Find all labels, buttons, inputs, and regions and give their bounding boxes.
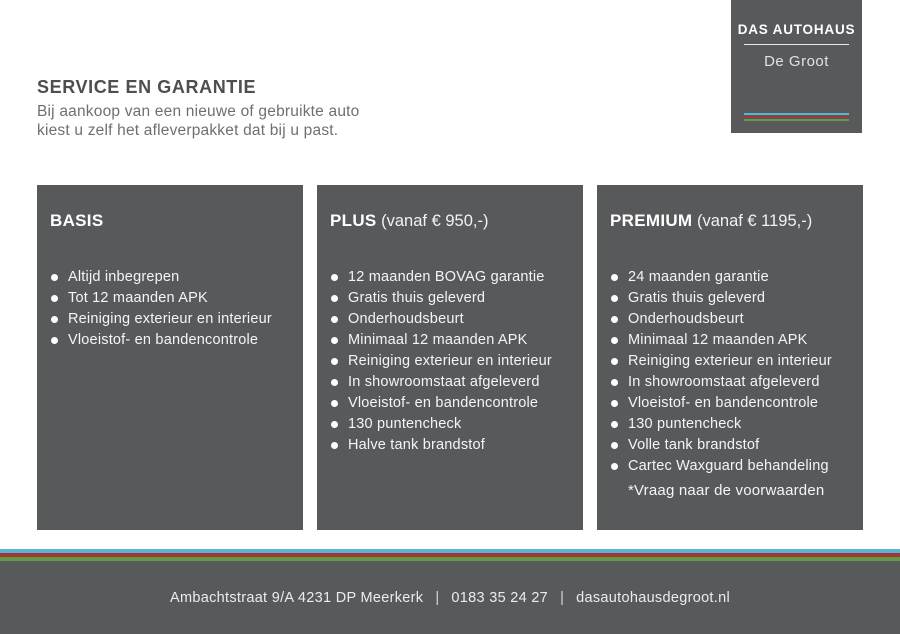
package-price: (vanaf € 1195,-)	[692, 212, 813, 230]
package-feature: Tot 12 maanden APK	[50, 288, 289, 309]
package-feature: 24 maanden garantie	[610, 267, 849, 288]
package-name: BASIS	[50, 211, 104, 230]
package-feature: 12 maanden BOVAG garantie	[330, 267, 569, 288]
package-feature-list	[50, 267, 289, 351]
package-feature-list	[330, 267, 569, 456]
page-subtitle-line: kiest u zelf het afleverpakket dat bij u past.	[37, 121, 339, 139]
header	[37, 77, 359, 140]
package-feature: Minimaal 12 maanden APK	[330, 330, 569, 351]
page-subtitle-line: Bij aankoop van een nieuwe of gebruikte auto	[37, 103, 360, 120]
package-feature: In showroomstaat afgeleverd	[610, 372, 849, 393]
page-subtitle	[37, 103, 359, 140]
package-title	[330, 210, 569, 232]
logo-stripe-green	[744, 119, 849, 121]
logo-dealer-name: De Groot	[764, 53, 829, 70]
package-feature-list	[610, 267, 849, 477]
package-title	[610, 210, 849, 232]
logo-stripe-red	[744, 116, 849, 118]
package-cards	[37, 185, 863, 530]
dealer-logo	[731, 0, 862, 133]
package-card-plus	[317, 185, 583, 530]
package-feature: Onderhoudsbeurt	[330, 309, 569, 330]
page-title: SERVICE EN GARANTIE	[37, 77, 257, 97]
footer-phone: 0183 35 24 27	[451, 589, 549, 606]
footer-website: dasautohausdegroot.nl	[576, 589, 730, 606]
package-name: PREMIUM	[610, 211, 693, 230]
package-feature: Minimaal 12 maanden APK	[610, 330, 849, 351]
package-name: PLUS	[330, 211, 377, 230]
package-note: *Vraag naar de voorwaarden	[628, 482, 825, 499]
footer-address: Ambachtstraat 9/A 4231 DP Meerkerk	[170, 589, 424, 606]
package-feature: Vloeistof- en bandencontrole	[330, 393, 569, 414]
package-card-premium	[597, 185, 863, 530]
package-feature: Reiniging exterieur en interieur	[50, 309, 289, 330]
package-feature: In showroomstaat afgeleverd	[330, 372, 569, 393]
package-feature: Volle tank brandstof	[610, 435, 849, 456]
package-feature: Onderhoudsbeurt	[610, 309, 849, 330]
footer-separator: |	[560, 589, 565, 606]
logo-stripe-blue	[744, 113, 849, 115]
package-feature: Reiniging exterieur en interieur	[330, 351, 569, 372]
package-feature: Gratis thuis geleverd	[610, 288, 849, 309]
package-feature: Vloeistof- en bandencontrole	[50, 330, 289, 351]
logo-accent-stripes	[744, 113, 849, 121]
package-feature: Cartec Waxguard behandeling	[610, 456, 849, 477]
package-feature: 130 puntencheck	[610, 414, 849, 435]
package-feature: Reiniging exterieur en interieur	[610, 351, 849, 372]
logo-divider	[744, 44, 849, 45]
package-feature: Vloeistof- en bandencontrole	[610, 393, 849, 414]
package-feature: Gratis thuis geleverd	[330, 288, 569, 309]
package-feature: Halve tank brandstof	[330, 435, 569, 456]
package-title	[50, 210, 289, 232]
footer-separator: |	[435, 589, 440, 606]
package-feature: Altijd inbegrepen	[50, 267, 289, 288]
footer-contact-bar	[0, 561, 900, 634]
package-feature: 130 puntencheck	[330, 414, 569, 435]
footer	[0, 549, 900, 634]
package-price: (vanaf € 950,-)	[376, 212, 489, 230]
logo-brand-name: DAS AUTOHAUS	[737, 22, 856, 37]
package-card-basis	[37, 185, 303, 530]
